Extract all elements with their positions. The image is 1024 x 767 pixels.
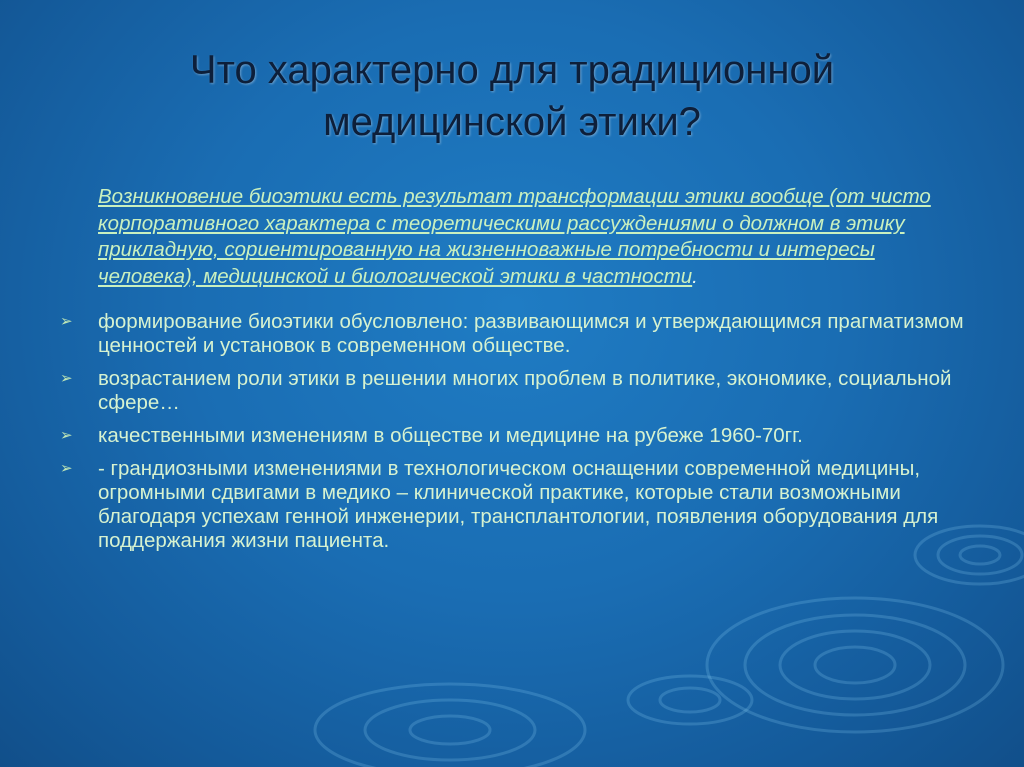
intro-link[interactable]: Возникновение биоэтики есть результат трансформации этики вообще (от чисто корпоративного характера с теоретическими рассуждениями о должном в этику прикладную, сориентированную на жизненноважные потребности и интересы человека), медицинской и биологической этики в частности bbox=[98, 185, 931, 288]
bullet-item bbox=[58, 367, 968, 415]
bullet-text: возрастанием роли этики в решении многих проблем в политике, экономике, социальной сфере… bbox=[98, 367, 952, 414]
intro-period: . bbox=[692, 264, 698, 288]
arrow-bullet-icon: ➢ bbox=[60, 427, 73, 444]
bullet-list bbox=[58, 310, 968, 562]
bullet-item bbox=[58, 457, 968, 553]
arrow-bullet-icon: ➢ bbox=[60, 460, 73, 477]
bullet-text: качественными изменениям в обществе и медицине на рубеже 1960-70гг. bbox=[98, 424, 803, 447]
bullet-item bbox=[58, 310, 968, 358]
title-line-2: медицинской этики? bbox=[323, 100, 701, 144]
intro-paragraph bbox=[98, 184, 978, 290]
title-line-1: Что характерно для традиционной bbox=[189, 48, 835, 92]
bullet-text: - грандиозными изменениями в технологическом оснащении современной медицины, огромными сдвигами в медико – клинической практике, которые стали возможными благодаря успехам генной инженерии, трансплантологии, появления оборудования для поддержания жизни пациента. bbox=[98, 457, 939, 552]
arrow-bullet-icon: ➢ bbox=[60, 313, 73, 330]
arrow-bullet-icon: ➢ bbox=[60, 370, 73, 387]
bullet-item bbox=[58, 424, 968, 448]
bullet-text: формирование биоэтики обусловлено: развивающимся и утверждающимся прагматизмом ценностей и установок в современном обществе. bbox=[98, 310, 964, 357]
slide-title bbox=[90, 44, 934, 148]
